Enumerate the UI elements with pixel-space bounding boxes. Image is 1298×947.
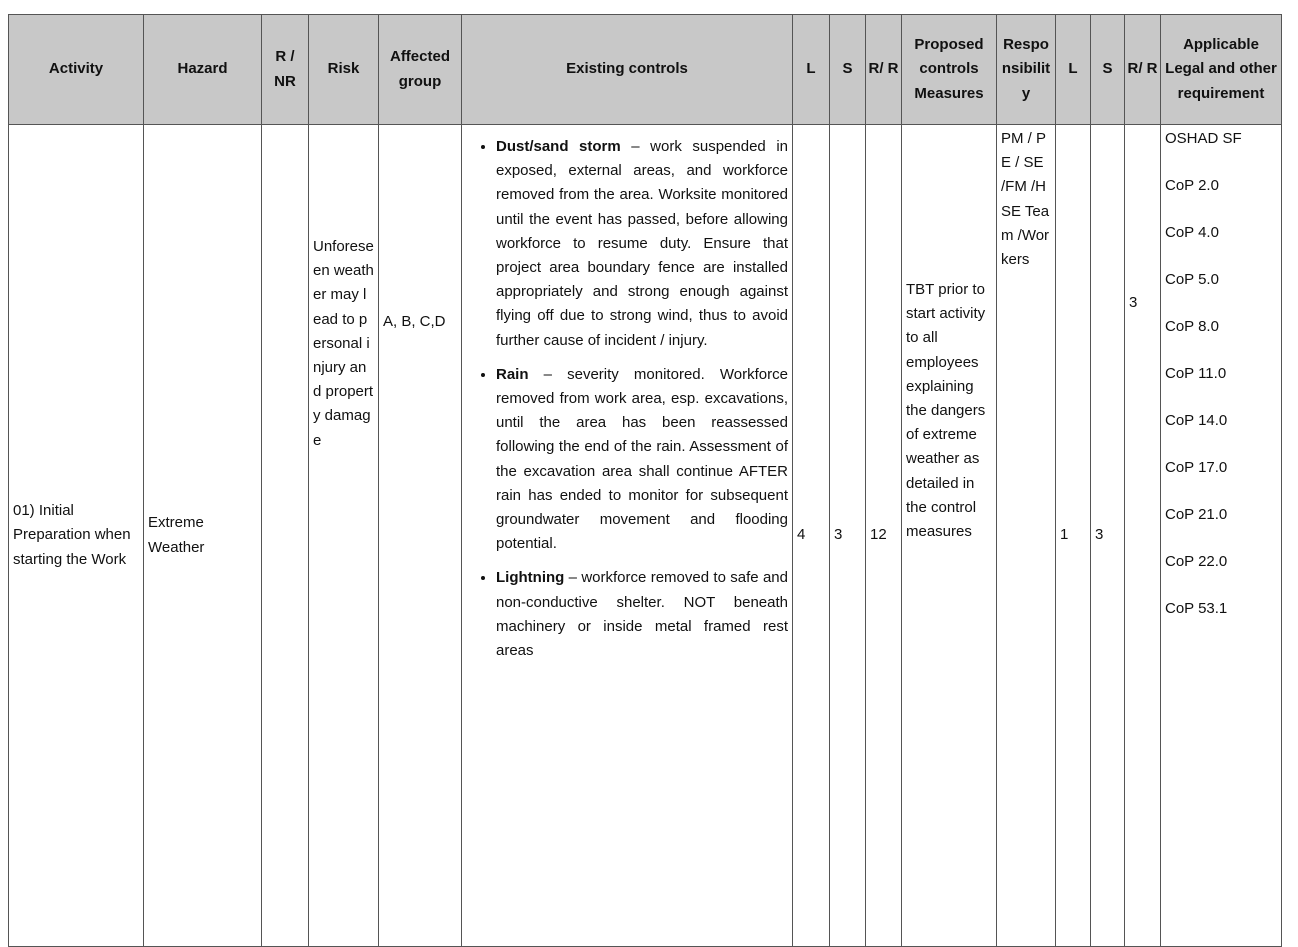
- header-risk-rating: R/ R: [866, 15, 902, 125]
- legal-item: CoP 14.0: [1165, 412, 1228, 429]
- header-residual-likelihood: L: [1056, 15, 1091, 125]
- cell-existing-controls: [462, 125, 793, 947]
- legal-item: CoP 5.0: [1165, 271, 1219, 288]
- header-legal-requirements: Applicable Legal and other requirement: [1161, 15, 1282, 125]
- cell-proposed-controls: TBT prior to start activity to all employees explaining the dangers of extreme weather as detailed in the control measures: [902, 125, 997, 947]
- header-responsibility: Responsibility: [997, 15, 1056, 125]
- header-row: [9, 15, 1282, 125]
- table-row: [9, 125, 1282, 947]
- header-activity: Activity: [9, 15, 144, 125]
- header-risk: Risk: [309, 15, 379, 125]
- header-affected-group: Affected group: [379, 15, 462, 125]
- control-title: Lightning: [496, 569, 565, 587]
- control-text: – severity monitored. Workforce removed from work area, esp. excavations, until the area has been reassessed following the end of the rain. Assessment of the excavation area shall continue AFTER rain has ended to monitor for subsequent groundwater movement and flooding potential.: [496, 365, 788, 553]
- legal-item: CoP 22.0: [1165, 553, 1228, 570]
- legal-item: OSHAD SF: [1165, 130, 1242, 147]
- header-r-nr: R / NR: [262, 15, 309, 125]
- legal-item: CoP 11.0: [1165, 365, 1227, 382]
- cell-affected-group: A, B, C,D: [379, 125, 462, 947]
- header-proposed-controls: Proposed controls Measures: [902, 15, 997, 125]
- header-residual-severity: S: [1091, 15, 1125, 125]
- header-residual-risk-rating: R/ R: [1125, 15, 1161, 125]
- control-title: Rain: [496, 365, 529, 383]
- risk-assessment-document: [8, 14, 1282, 947]
- header-severity: S: [830, 15, 866, 125]
- cell-severity: 3: [830, 125, 866, 947]
- cell-r-nr: [262, 125, 309, 947]
- cell-residual-likelihood: 1: [1056, 125, 1091, 947]
- legal-item: CoP 21.0: [1165, 506, 1228, 523]
- list-item: [496, 363, 788, 557]
- controls-list: [466, 135, 788, 663]
- cell-risk-rating: 12: [866, 125, 902, 947]
- header-existing-controls: Existing controls: [462, 15, 793, 125]
- list-item: [496, 135, 788, 353]
- control-text: – work suspended in exposed, external areas, and workforce removed from the area. Worksite monitored until the event has passed, before allowing workforce to resume duty. Ensure that project area boundary fence are installed appropriately and strong enough against flying off due to strong wind, thus to avoid further cause of incident / injury.: [496, 138, 788, 349]
- control-title: Dust/sand storm: [496, 138, 621, 155]
- cell-residual-risk-rating: 3: [1125, 125, 1161, 947]
- cell-risk: Unforeseen weather may lead to personal injury and property damage: [309, 125, 379, 947]
- legal-item: CoP 8.0: [1165, 318, 1219, 335]
- legal-item: CoP 2.0: [1165, 177, 1219, 194]
- header-hazard: Hazard: [144, 15, 262, 125]
- control-text: – workforce removed to safe and non-conductive shelter. NOT beneath machinery or inside metal framed rest areas: [496, 569, 788, 660]
- header-likelihood: L: [793, 15, 830, 125]
- cell-hazard: Extreme Weather: [144, 125, 262, 947]
- legal-item: CoP 53.1: [1165, 600, 1228, 617]
- list-item: [496, 566, 788, 663]
- risk-assessment-table: [8, 14, 1282, 947]
- legal-item: CoP 17.0: [1165, 459, 1228, 476]
- cell-legal-requirements: [1161, 125, 1282, 947]
- cell-activity: 01) Initial Preparation when starting the Work: [9, 125, 144, 947]
- cell-responsibility: PM / PE / SE /FM /HSE Team /Workers: [997, 125, 1056, 947]
- cell-residual-severity: 3: [1091, 125, 1125, 947]
- cell-likelihood: 4: [793, 125, 830, 947]
- legal-item: CoP 4.0: [1165, 224, 1219, 241]
